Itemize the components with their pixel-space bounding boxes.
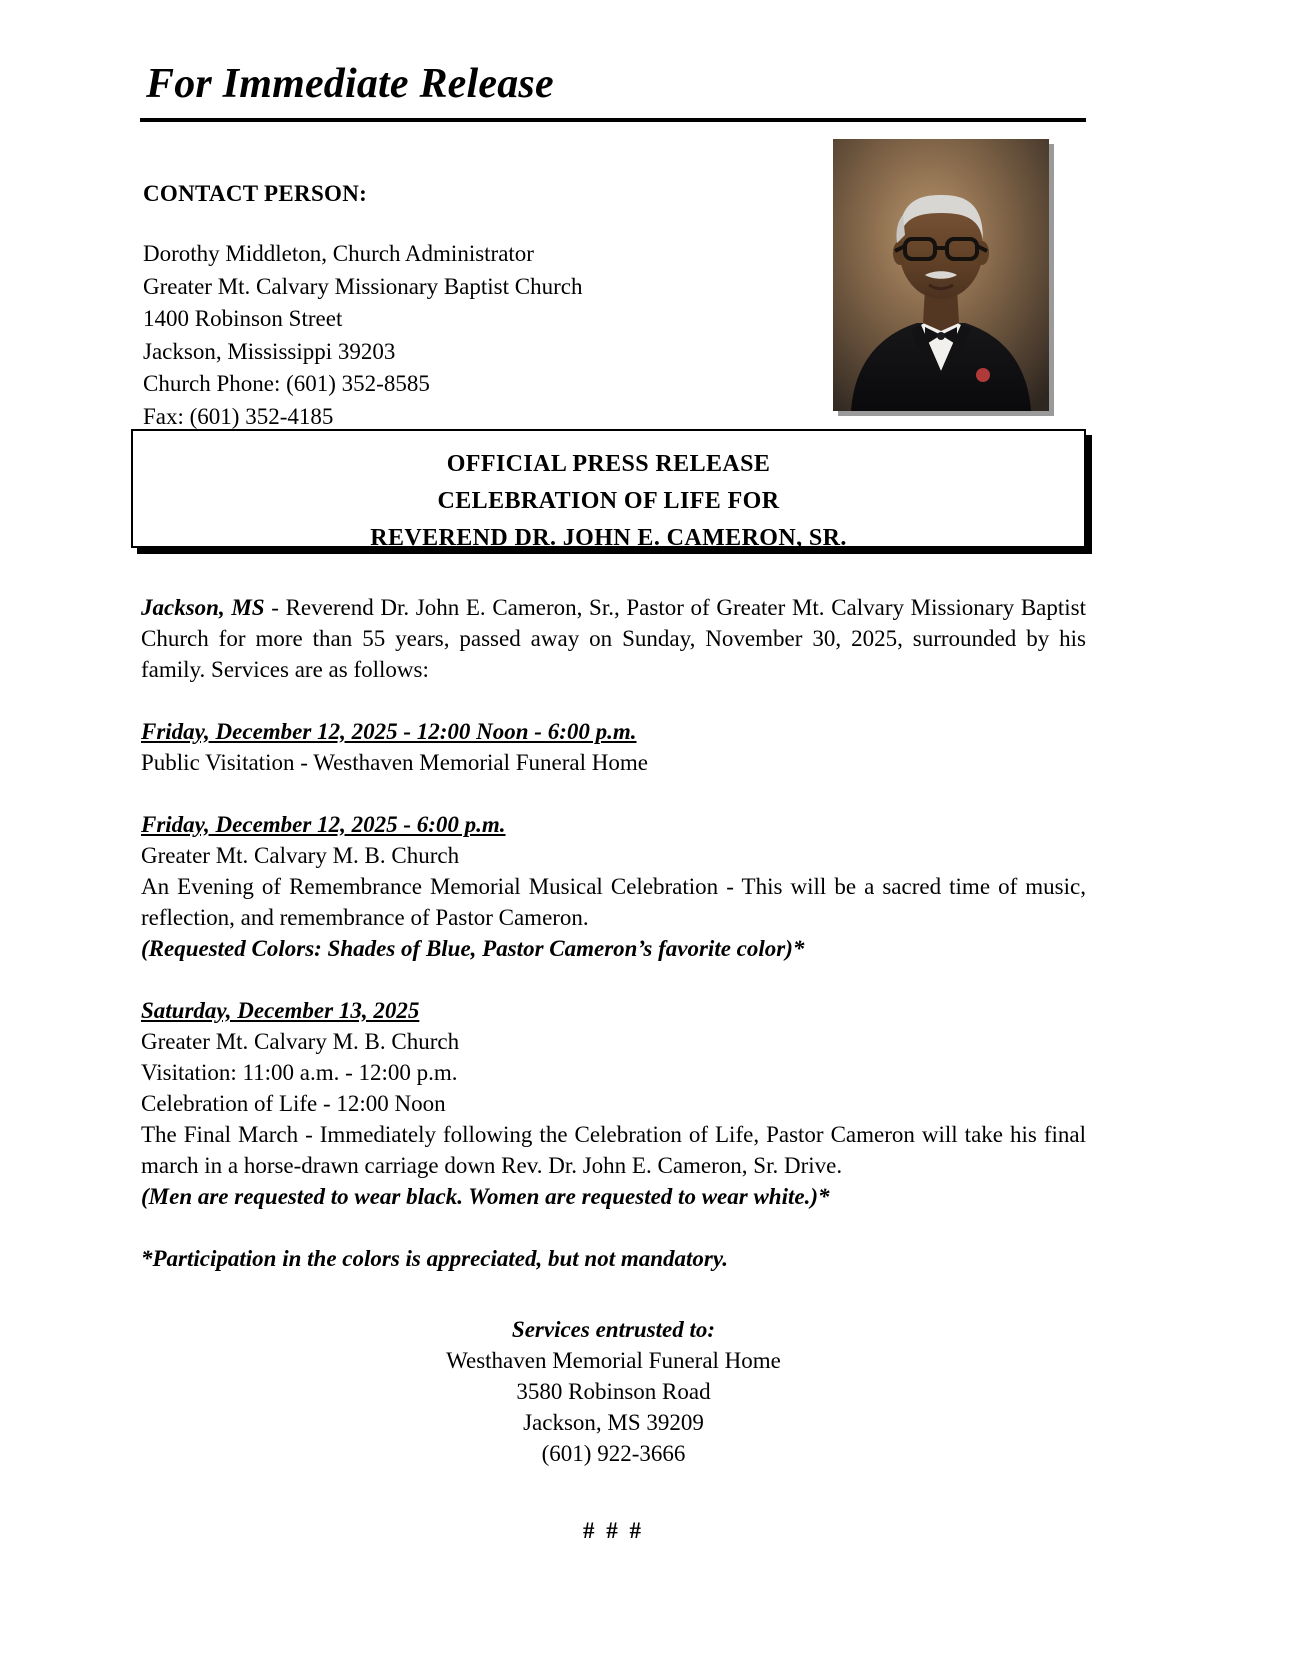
- event-3-date: Saturday, December 13, 2025: [141, 998, 420, 1023]
- event-3-line-1: Greater Mt. Calvary M. B. Church: [141, 1029, 460, 1054]
- press-release-body: [141, 592, 1086, 1546]
- contact-line-phone: Church Phone: (601) 352-8585: [143, 371, 430, 396]
- contact-line-street: 1400 Robinson Street: [143, 306, 343, 331]
- entrusted-line-street: 3580 Robinson Road: [516, 1379, 711, 1404]
- event-2-color-note: (Requested Colors: Shades of Blue, Pastor Cameron’s favorite color)*: [141, 936, 805, 961]
- event-block-3: [141, 995, 1086, 1212]
- event-1-line-1: Public Visitation - Westhaven Memorial Funeral Home: [141, 750, 648, 775]
- contact-line-fax: Fax: (601) 352-4185: [143, 403, 334, 429]
- page-title: For Immediate Release: [146, 61, 554, 107]
- portrait-photo: [833, 139, 1049, 411]
- dateline-city: Jackson, MS: [141, 595, 265, 620]
- press-release-line-1: OFFICIAL PRESS RELEASE: [446, 451, 771, 477]
- contact-details: [143, 238, 582, 433]
- participation-footnote: *Participation in the colors is appreciated, but not mandatory.: [141, 1246, 728, 1271]
- entrusted-line-phone: (601) 922-3666: [541, 1441, 686, 1466]
- contact-line-church: Greater Mt. Calvary Missionary Baptist Church: [143, 273, 583, 299]
- lead-paragraph: [141, 592, 1086, 685]
- event-2-line-1: Greater Mt. Calvary M. B. Church: [141, 843, 460, 868]
- press-release-title-box: [131, 429, 1086, 551]
- header-divider: [140, 118, 1086, 122]
- services-entrusted-block: [141, 1314, 1086, 1469]
- event-block-2: [141, 809, 1086, 964]
- contact-line-city: Jackson, Mississippi 39203: [143, 338, 396, 364]
- contact-line-name: Dorothy Middleton, Church Administrator: [143, 241, 534, 266]
- event-3-attire-note: (Men are requested to wear black. Women are requested to wear white.)*: [141, 1184, 830, 1209]
- event-2-date: Friday, December 12, 2025 - 6:00 p.m.: [141, 812, 506, 837]
- entrusted-heading: Services entrusted to:: [511, 1317, 716, 1342]
- event-2-line-2: An Evening of Remembrance Memorial Musical Celebration - This will be a sacred time of music, reflection, and remembrance of Pastor Cameron.: [141, 874, 1086, 930]
- event-3-line-2: Visitation: 11:00 a.m. - 12:00 p.m.: [141, 1060, 458, 1085]
- end-marker: # # #: [583, 1518, 644, 1543]
- event-3-line-4: The Final March - Immediately following the Celebration of Life, Pastor Cameron will take his final march in a horse-drawn carriage down Rev. Dr. John E. Cameron, Sr. Drive.: [141, 1122, 1086, 1178]
- entrusted-line-city: Jackson, MS 39209: [523, 1410, 704, 1435]
- entrusted-line-name: Westhaven Memorial Funeral Home: [446, 1348, 781, 1373]
- press-release-line-2: CELEBRATION OF LIFE FOR: [437, 488, 780, 514]
- contact-person-heading: CONTACT PERSON:: [143, 181, 368, 206]
- event-block-1: [141, 716, 1086, 778]
- event-3-line-3: Celebration of Life - 12:00 Noon: [141, 1091, 446, 1116]
- press-release-line-3: REVEREND DR. JOHN E. CAMERON, SR.: [370, 525, 847, 551]
- lead-paragraph-text: - Reverend Dr. John E. Cameron, Sr., Pastor of Greater Mt. Calvary Missionary Baptist Church for more than 55 years, passed away on Sunday, November 30, 2025, surrounded by his family. Services are as follows:: [141, 595, 1086, 682]
- event-1-date: Friday, December 12, 2025 - 12:00 Noon - 6:00 p.m.: [141, 719, 637, 744]
